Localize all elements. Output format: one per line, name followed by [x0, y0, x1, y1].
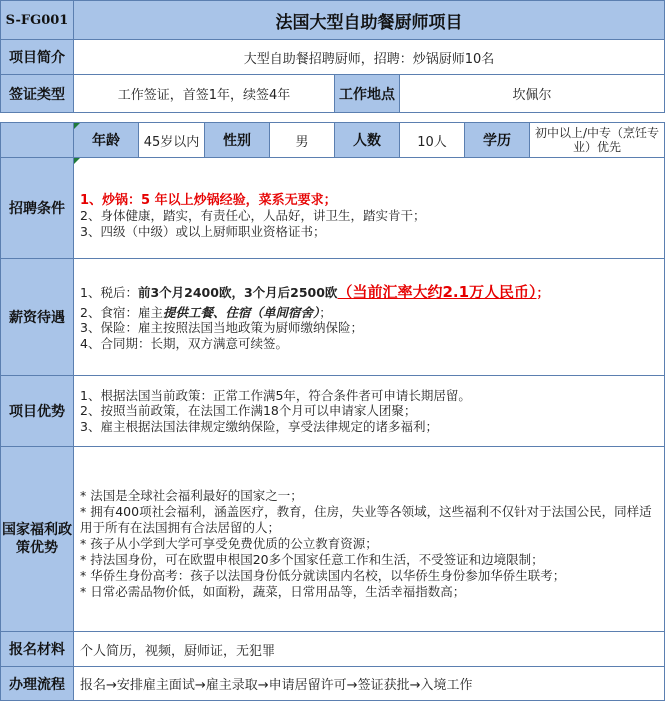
- gender-value: 男: [295, 134, 309, 150]
- edu-label-cell: [464, 122, 530, 158]
- age-value-cell: [138, 122, 205, 158]
- recruit-content-cell: [73, 157, 665, 259]
- gender-label-cell: [204, 122, 270, 158]
- salary-line-3: 3、保险：雇主按照法国当地政策为厨师缴纳保险；: [80, 320, 363, 335]
- recruit-label-cell: [0, 157, 74, 259]
- gender-label: 性别: [223, 133, 251, 149]
- salary-line-2-emph-1: 提供工餐、住宿: [162, 304, 251, 320]
- welfare-label: 国家福利政策优势: [2, 522, 72, 556]
- summary-label-cell: [0, 39, 74, 75]
- summary-label: 项目简介: [9, 50, 65, 66]
- project-code: S-FG001: [5, 12, 69, 28]
- advantage-line-3: 3、雇主根据法国法律规定缴纳保险，享受法律规定的诸多福利；: [80, 418, 438, 434]
- salary-line-2-emph-2: （单间宿舍）: [250, 304, 320, 320]
- salary-line-2-end: ；: [319, 304, 332, 320]
- salary-exchange-note: （当前汇率大约2.1万人民币）: [337, 283, 537, 301]
- welfare-line-6: * 日常必需品物价低，如面粉，蔬菜，日常用品等，生活幸福指数高；: [80, 584, 466, 599]
- location-label: 工作地点: [339, 86, 395, 103]
- summary-value-cell: [73, 39, 665, 75]
- process-value-cell: [73, 666, 665, 701]
- salary-label-cell: [0, 258, 74, 376]
- advantage-label-cell: [0, 375, 74, 447]
- visa-label: 签证类型: [9, 86, 65, 103]
- count-label: 人数: [353, 133, 381, 149]
- edu-label: 学历: [483, 133, 511, 149]
- edu-value: 初中以上/中专（烹饪专业）优先: [534, 126, 660, 154]
- materials-label-cell: [0, 631, 74, 667]
- recruit-line-1: 1、炒锅：5 年以上炒锅经验，菜系无要求；: [80, 192, 337, 208]
- title-cell: [73, 0, 665, 40]
- page-title: 法国大型自助餐厨师项目: [275, 12, 463, 33]
- location-value-cell: [399, 74, 665, 113]
- welfare-line-4: * 持法国身份，可在欧盟申根国20多个国家任意工作和生活，不受签证和边境限制；: [80, 552, 544, 567]
- advantage-label: 项目优势: [9, 404, 65, 420]
- age-value: 45岁以内: [143, 134, 200, 150]
- count-label-cell: [334, 122, 400, 158]
- materials-value: 个人简历，视频，厨师证，无犯罪: [80, 643, 276, 659]
- count-value: 10人: [417, 134, 447, 150]
- requirements-corner-cell: [0, 122, 74, 158]
- cell-marker-icon: [74, 158, 80, 164]
- cell-marker-icon: [74, 123, 80, 129]
- recruit-line-3: 3、四级（中级）或以上厨师职业资格证书；: [80, 223, 326, 239]
- advantage-content-cell: [73, 375, 665, 447]
- location-label-cell: [334, 74, 400, 113]
- process-label: 办理流程: [9, 676, 65, 693]
- gender-value-cell: [269, 122, 335, 158]
- advantage-line-2: 2、按照当前政策，在法国工作满18个月可以申请家人团聚；: [80, 403, 417, 419]
- visa-value: 工作签证，首签1年，续签4年: [117, 88, 291, 103]
- salary-label: 薪资待遇: [9, 310, 65, 326]
- salary-line-1-prefix: 1、税后：: [80, 285, 138, 300]
- welfare-line-2: * 拥有400项社会福利，涵盖医疗，教育，住房，失业等各领域，这些福利不仅针对于法国公民，同样适用于所有在法国拥有合法居留的人；: [80, 504, 652, 535]
- age-label: 年龄: [92, 133, 120, 149]
- salary-line-1-end: ；: [536, 285, 550, 300]
- location-value: 坎佩尔: [512, 88, 552, 103]
- process-value: 报名→安排雇主面试→雇主录取→申请居留许可→签证获批→入境工作: [80, 678, 473, 693]
- salary-line-4: 4、合同期：长期，双方满意可续签。: [80, 335, 288, 351]
- welfare-line-3: * 孩子从小学到大学可享受免费优质的公立教育资源；: [80, 536, 378, 551]
- salary-content-cell: [73, 258, 665, 376]
- count-value-cell: [399, 122, 465, 158]
- advantage-line-1: 1、根据法国当前政策：正常工作满5年，符合条件者可申请长期居留。: [80, 387, 471, 403]
- welfare-content-cell: [73, 446, 665, 632]
- salary-line-1-bold: 前3个月2400欧，3个月后2500欧: [137, 285, 338, 300]
- salary-line-2-prefix: 2、食宿：雇主: [80, 304, 163, 320]
- materials-value-cell: [73, 631, 665, 667]
- welfare-line-1: * 法国是全球社会福利最好的国家之一；: [80, 488, 303, 503]
- welfare-line-5: * 华侨生身份高考：孩子以法国身份低分就读国内名校，以华侨生身份参加华侨生联考；: [80, 568, 566, 583]
- recruit-label: 招聘条件: [9, 201, 65, 217]
- visa-label-cell: [0, 74, 74, 113]
- welfare-label-cell: [0, 446, 74, 632]
- age-label-cell: [73, 122, 139, 158]
- recruit-line-2: 2、身体健康，踏实，有责任心，人品好，讲卫生，踏实肯干；: [80, 208, 426, 224]
- summary-value: 大型自助餐招聘厨师，招聘：炒锅厨师10名: [243, 51, 495, 67]
- visa-value-cell: [73, 74, 335, 113]
- materials-label: 报名材料: [9, 642, 65, 658]
- project-code-cell: [0, 0, 74, 40]
- edu-value-cell: [529, 122, 665, 158]
- process-label-cell: [0, 666, 74, 701]
